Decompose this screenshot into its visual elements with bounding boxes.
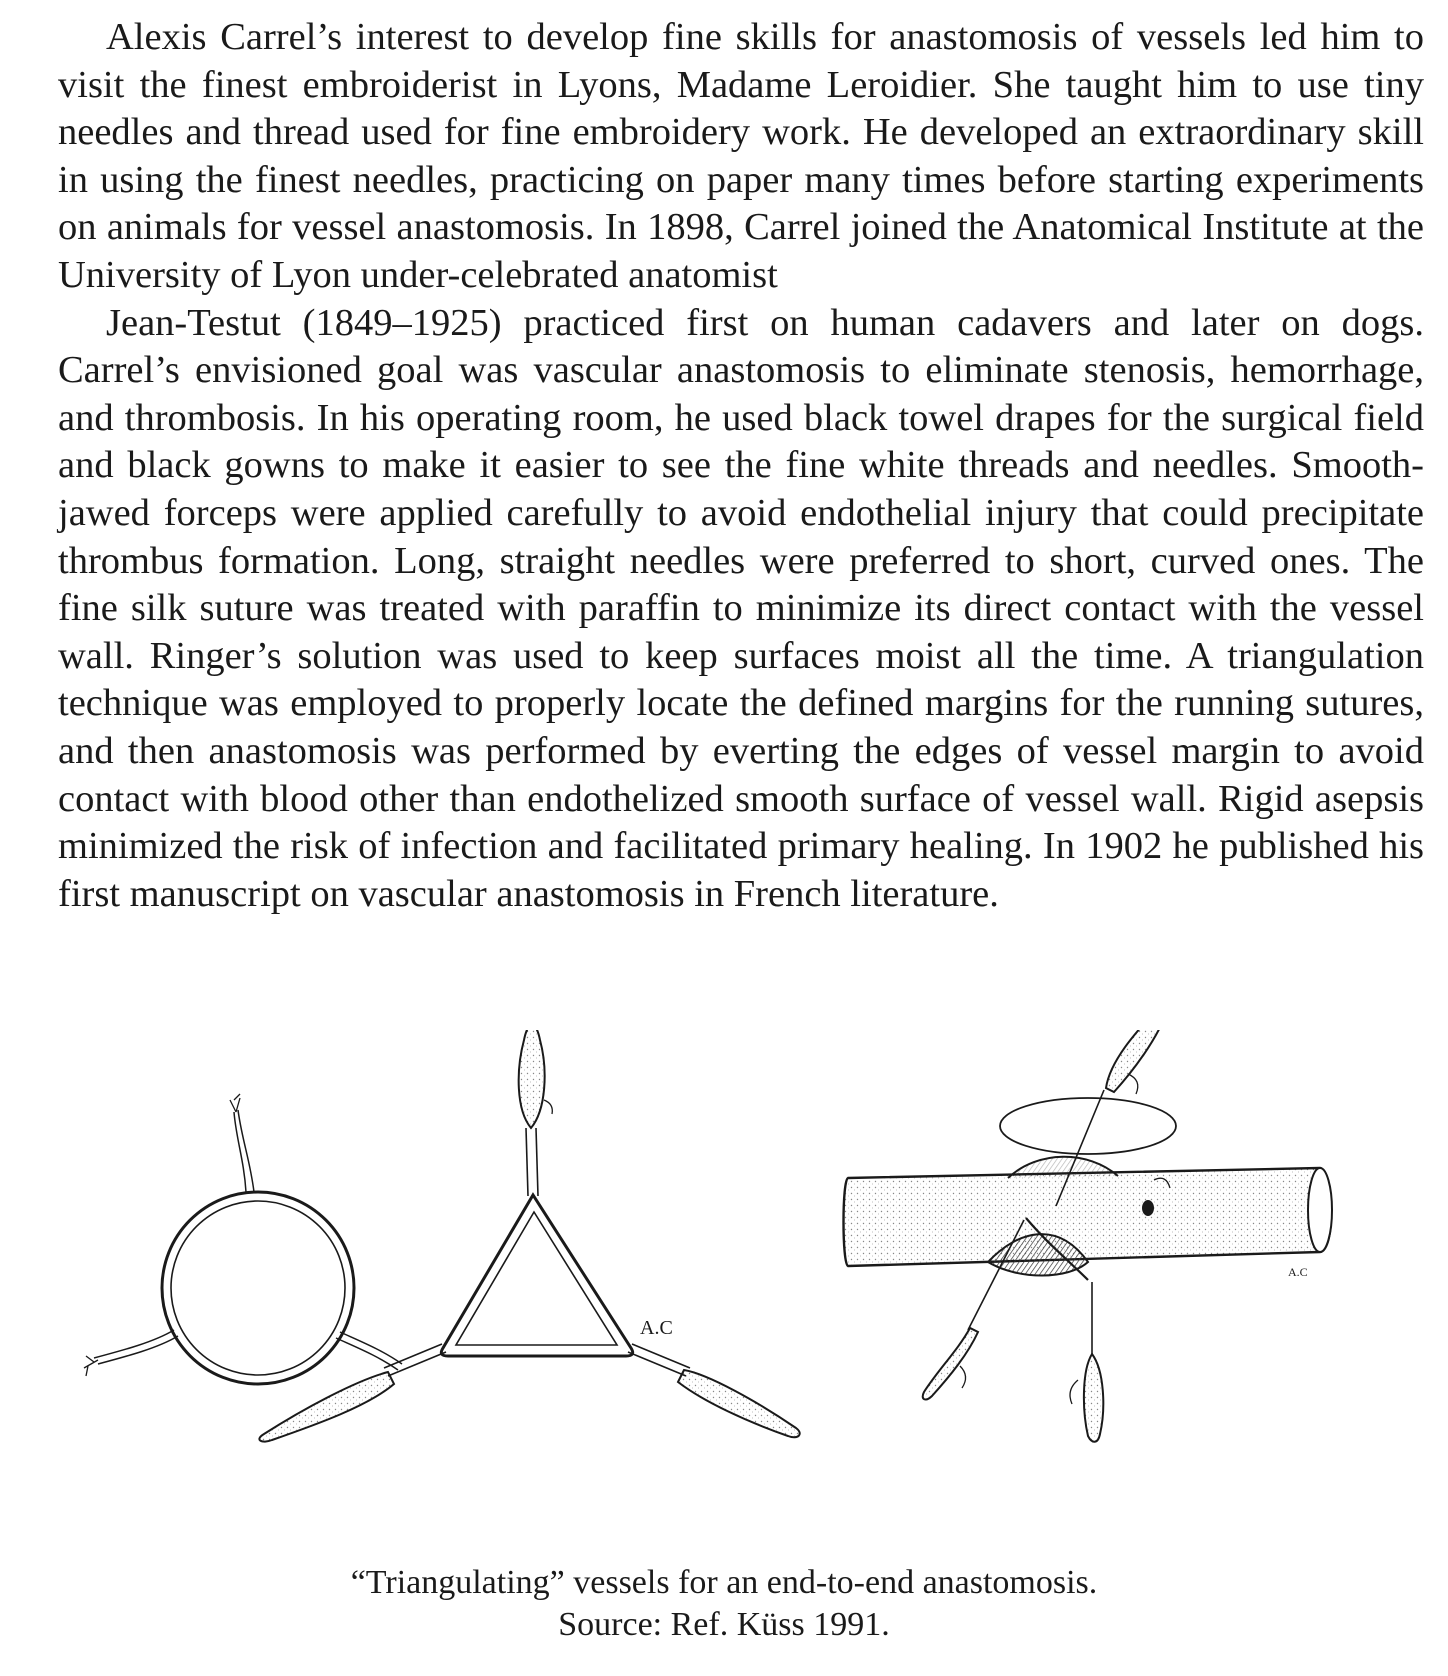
figure-illustration — [58, 1030, 1424, 1590]
body-text — [58, 14, 1424, 918]
anastomosis-drawing — [58, 1030, 1424, 1590]
artist-mark-right: A.C — [1288, 1265, 1308, 1279]
vessel-segment-drawing — [844, 1030, 1333, 1442]
artist-mark-left: A.C — [640, 1317, 673, 1339]
figure-caption — [0, 1562, 1448, 1646]
paragraph-1: Alexis Carrel’s interest to develop fine skills for anastomosis of vessels led him to visit the finest embroiderist in Lyons, Madame Leroidier. She taught him to use tiny needles and thread used for fine embroidery work. He developed an extraordinary skill in using the finest needles, practicing on paper many times before starting experiments on animals for vessel anastomosis. In 1898, Carrel joined the Anatomical Institute at the University of Lyon under-celebrated anatomist — [58, 16, 1424, 296]
paragraph-2: Jean-Testut (1849–1925) practiced first on human cadavers and later on dogs. Carrel’s envisioned goal was vascular anastomosis to eliminate stenosis, hemorrhage, and thrombosis. In his operating room, he used black towel drapes for the surgical field and black gowns to make it easier to see the fine white threads and needles. Smooth-jawed forceps were applied carefully to avoid endothelial injury that could precipitate thrombus formation. Long, straight needles were preferred to short, curved ones. The fine silk suture was treated with paraffin to minimize its direct contact with the vessel wall. Ringer’s solution was used to keep surfaces moist all the time. A triangulation technique was employed to properly locate the defined margins for the running sutures, and then anastomosis was performed by everting the edges of vessel margin to avoid contact with blood other than endothelized smooth surface of vessel wall. Rigid asepsis minimized the risk of infection and facilitated primary healing. In 1902 he published his first manuscript on vascular anastomosis in French literature. — [58, 301, 1424, 915]
caption-source: Source: Ref. Küss 1991. — [558, 1606, 890, 1643]
vessel-circle-drawing — [84, 1094, 402, 1384]
caption-line-1: “Triangulating” vessels for an end-to-end anastomosis. — [350, 1564, 1098, 1601]
triangulated-vessel-drawing — [259, 1030, 799, 1442]
